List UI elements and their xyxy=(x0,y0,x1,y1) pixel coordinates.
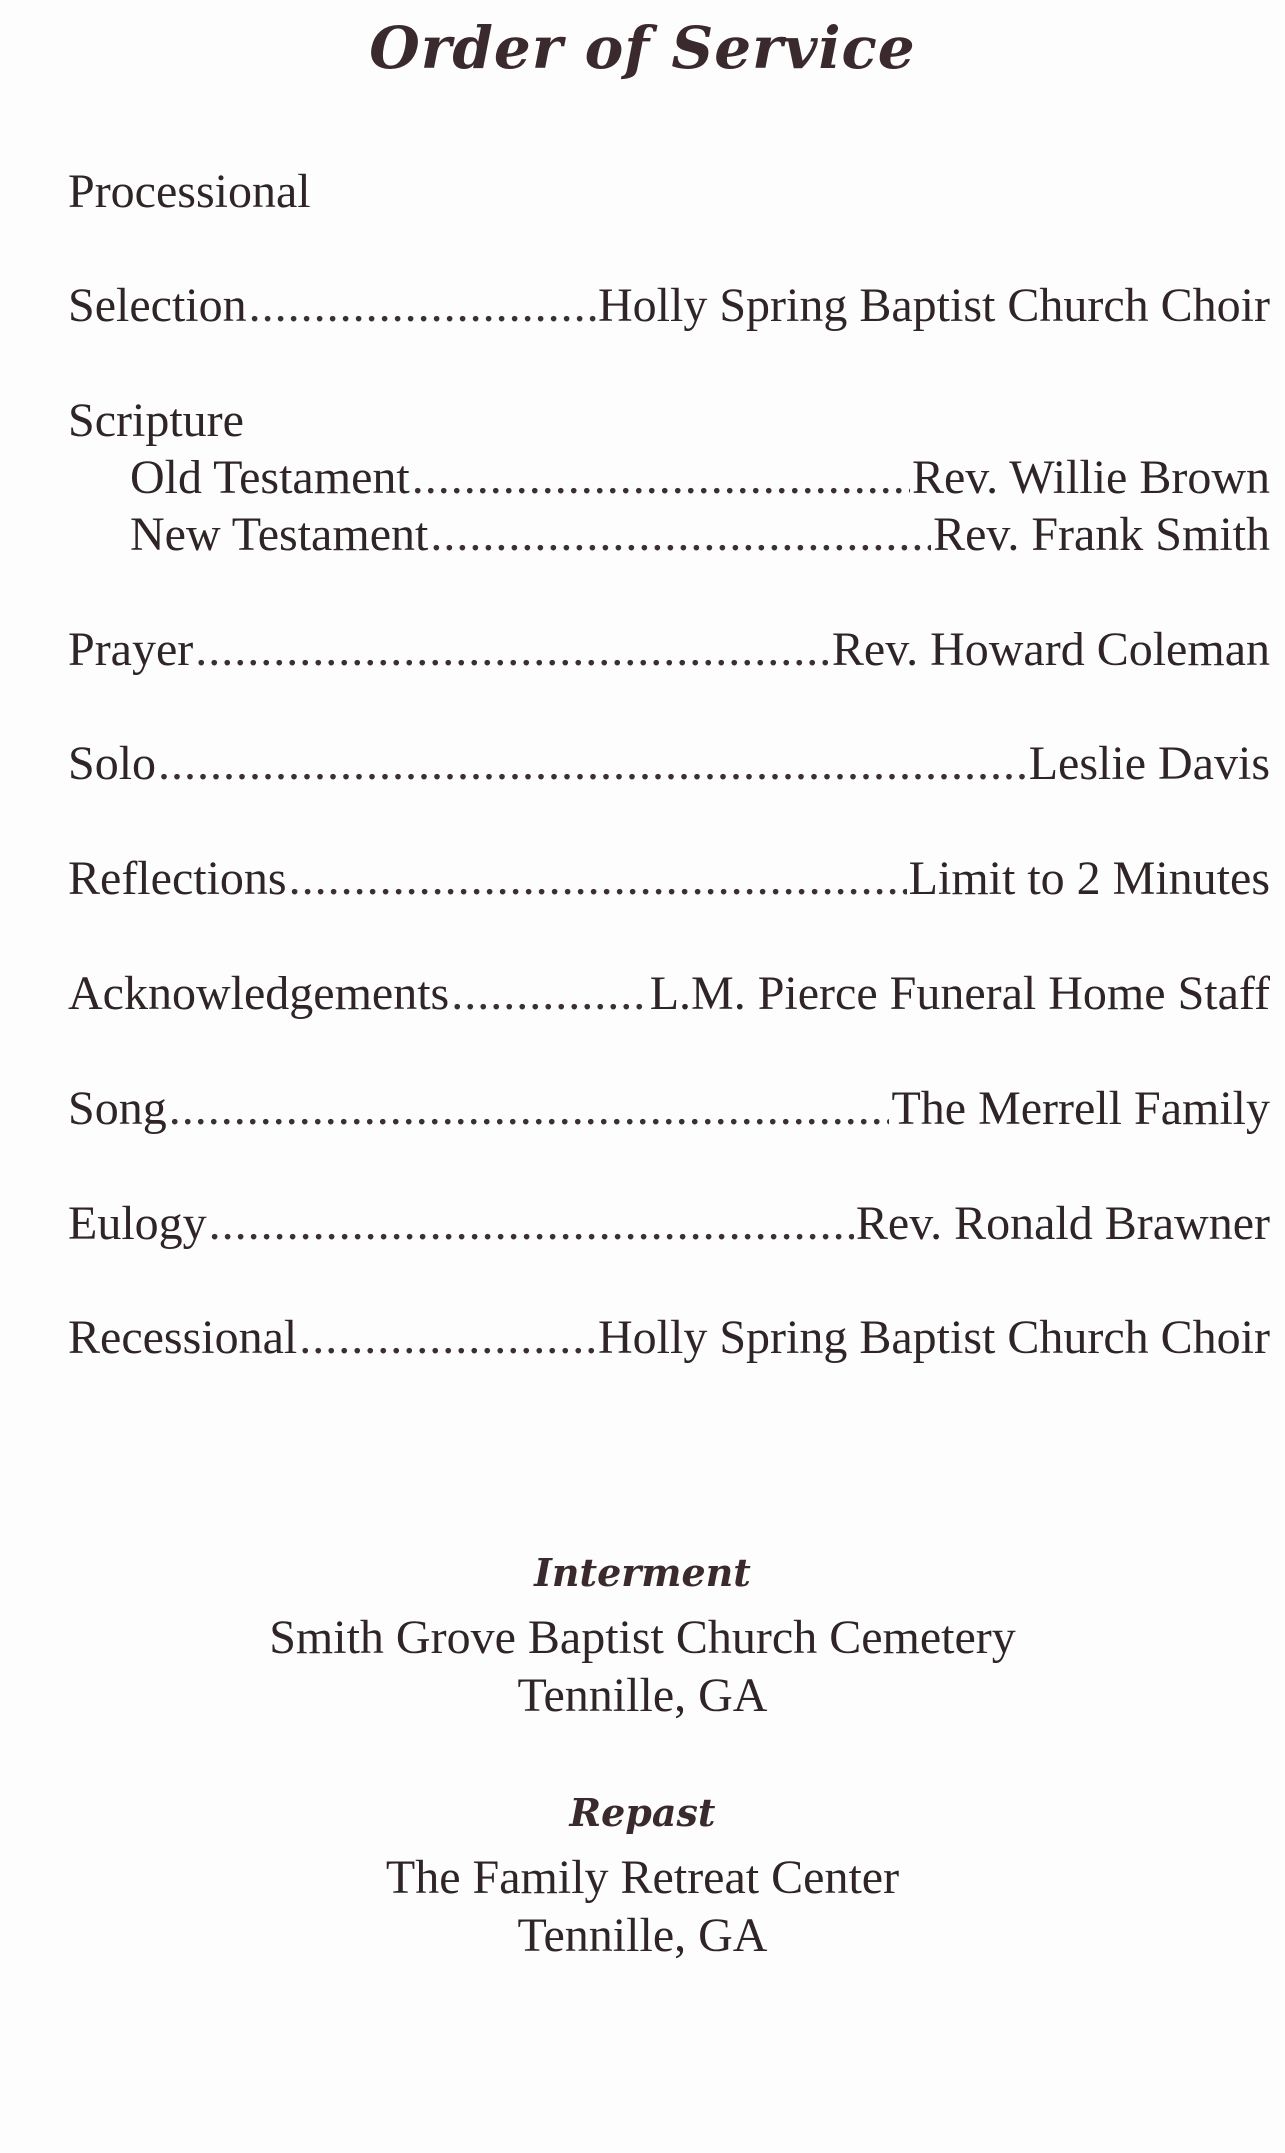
repast-heading: Repast xyxy=(569,1790,716,1835)
program-item-performer: Limit to 2 Minutes xyxy=(908,852,1270,905)
program-subitem-old-testament xyxy=(130,450,1270,506)
program-item-eulogy xyxy=(68,1196,1270,1252)
leader-dots xyxy=(289,851,907,907)
program-item-performer: L.M. Pierce Funeral Home Staff xyxy=(649,967,1270,1020)
leader-dots xyxy=(430,507,931,563)
program-item-performer: Rev. Ronald Brawner xyxy=(855,1197,1270,1250)
leader-dots xyxy=(249,278,596,334)
leader-dots xyxy=(158,736,1027,792)
program-item-label: Processional xyxy=(68,165,311,218)
program-item-scripture xyxy=(68,393,1270,449)
program-item-selection xyxy=(68,278,1270,334)
program-subitem-new-testament xyxy=(130,507,1270,563)
program-item-performer: Rev. Willie Brown xyxy=(911,451,1270,504)
interment-heading: Interment xyxy=(534,1550,751,1595)
program-item-processional xyxy=(68,164,1270,220)
program-item-acknowledgements xyxy=(68,966,1270,1022)
leader-dots xyxy=(451,966,647,1022)
leader-dots xyxy=(412,450,910,506)
program-item-recessional xyxy=(68,1310,1270,1366)
program-item-label: New Testament xyxy=(130,508,429,561)
leader-dots xyxy=(195,622,830,678)
program-item-label: Eulogy xyxy=(68,1197,207,1250)
program-item-solo xyxy=(68,736,1270,792)
repast-city: Tennille, GA xyxy=(517,1909,768,1962)
program-item-performer: Leslie Davis xyxy=(1028,737,1270,790)
leader-dots xyxy=(169,1081,890,1137)
program-item-performer: Holly Spring Baptist Church Choir xyxy=(598,279,1270,332)
program-item-prayer xyxy=(68,622,1270,678)
interment-place: Smith Grove Baptist Church Cemetery xyxy=(269,1611,1016,1664)
program-item-performer: Holly Spring Baptist Church Choir xyxy=(598,1311,1270,1364)
program-item-label: Scripture xyxy=(68,394,244,447)
program-item-reflections xyxy=(68,851,1270,907)
leader-dots xyxy=(209,1196,854,1252)
program-item-performer: Rev. Howard Coleman xyxy=(831,623,1270,676)
program-item-label: Acknowledgements xyxy=(68,967,450,1020)
program-item-label: Old Testament xyxy=(130,451,410,504)
interment-city: Tennille, GA xyxy=(517,1669,768,1722)
leader-dots xyxy=(299,1310,596,1366)
program-item-label: Reflections xyxy=(68,852,287,905)
program-item-label: Selection xyxy=(68,279,247,332)
program-item-label: Recessional xyxy=(68,1311,298,1364)
program-item-label: Song xyxy=(68,1082,167,1135)
program-item-label: Prayer xyxy=(68,623,194,676)
page-title: Order of Service xyxy=(369,14,916,82)
repast-place: The Family Retreat Center xyxy=(385,1851,900,1904)
program-item-performer: Rev. Frank Smith xyxy=(933,508,1270,561)
program-item-label: Solo xyxy=(68,737,157,790)
program-item-song xyxy=(68,1081,1270,1137)
program-item-performer: The Merrell Family xyxy=(891,1082,1270,1135)
